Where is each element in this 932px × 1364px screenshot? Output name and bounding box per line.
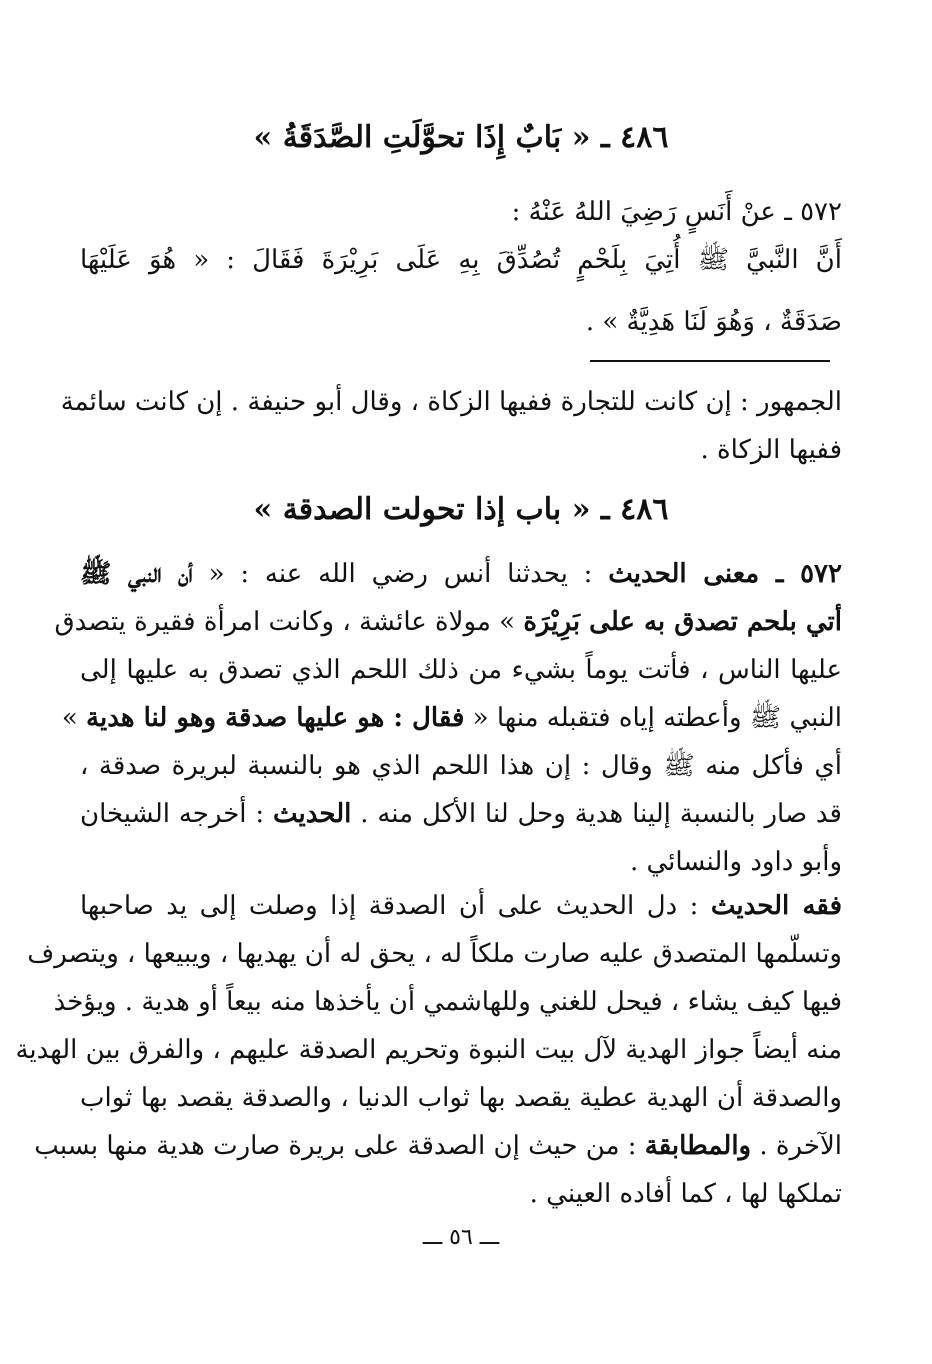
bold-term: الحديث: [273, 799, 352, 829]
footnote-divider: [590, 360, 830, 362]
bold-quote: أتي بلحم تصدق به على بَرِيْرَة: [523, 607, 842, 637]
fiqh-line-6: [34, 1126, 842, 1166]
text-span: : من حيث إن الصدقة على بريرة صارت هدية منها بسبب: [34, 1131, 645, 1161]
fiqh-line-1: [80, 886, 842, 926]
commentary-line-1: [80, 554, 842, 594]
bold-term: فقه الحديث: [710, 891, 842, 921]
hadith-line-3: صَدَقَةٌ ، وَهُوَ لَنَا هَدِيَّةٌ » .: [585, 307, 842, 337]
bold-term: ٥٧٢ ـ معنى الحديث: [608, 559, 842, 589]
text-span: : أخرجه الشيخان: [80, 799, 274, 829]
text-span: قد صار بالنسبة إلينا هدية وحل لنا الأكل منه .: [351, 799, 842, 829]
hadith-line-1: ٥٧٢ ـ عنْ أَنَسٍ رَضِيَ اللهُ عَنْهُ :: [511, 197, 842, 227]
fiqh-line-5: والصدقة أن الهدية عطية يقصد بها ثواب الدنيا ، والصدقة يقصد بها ثواب: [80, 1083, 842, 1113]
text-span: » مولاة عائشة ، وكانت امرأة فقيرة يتصدق: [54, 607, 524, 637]
footnote-line-2: ففيها الزكاة .: [700, 435, 842, 465]
text-span: : يحدثنا أنس رضي الله عنه : «: [192, 559, 609, 589]
chapter-heading: ٤٨٦ ـ « بَابٌ إِذَا تحوَّلَتِ الصَّدَقَةُ »: [253, 120, 669, 155]
commentary-line-3: عليها الناس ، فأتت يوماً بشيء من ذلك اللحم الذي تصدق به عليها إلى: [80, 655, 842, 685]
commentary-line-4: [61, 698, 842, 738]
commentary-line-2: [54, 602, 842, 642]
bold-term: والمطابقة: [644, 1131, 752, 1161]
bold-quote: فقال : هو عليها صدقة وهو لنا هدية: [86, 703, 465, 733]
text-span: »: [61, 703, 87, 733]
fiqh-line-4: منه أيضاً جواز الهدية لآل بيت النبوة وتحريم الصدقة عليهم ، والفرق بين الهدية: [15, 1035, 842, 1065]
footnote-line-1: الجمهور : إن كانت للتجارة ففيها الزكاة ، وقال أبو حنيفة . إن كانت سائمة: [60, 387, 842, 417]
page-number: ـــ ٥٦ ـــ: [422, 1225, 500, 1250]
text-span: الآخرة .: [751, 1131, 842, 1161]
text-span: النبي ﷺ وأعطته إياه فتقبله منها «: [464, 703, 842, 733]
hadith-line-2: أَنَّ النَّبيَّ ﷺ أُتِيَ بِلَحْمٍ تُصُدِّقَ بِهِ عَلَى بَرِيْرَةَ فَقَالَ : « هُوَ عَلَيْهَا: [80, 245, 842, 275]
fiqh-line-2: وتسلّمها المتصدق عليه صارت ملكاً له ، يحق له أن يهديها ، ويبيعها ، ويتصرف: [27, 939, 842, 969]
commentary-heading: ٤٨٦ ـ « باب إذا تحولت الصدقة »: [253, 492, 669, 527]
commentary-line-7: وأبو داود والنسائي .: [629, 847, 842, 877]
text-span: : دل الحديث على أن الصدقة إذا وصلت إلى يد صاحبها: [80, 891, 711, 921]
commentary-line-5: أي فأكل منه ﷺ وقال : إن هذا اللحم الذي هو بالنسبة لبريرة صدقة ،: [80, 751, 842, 781]
commentary-line-6: [80, 794, 842, 834]
fiqh-line-7: تملكها لها ، كما أفاده العيني .: [529, 1179, 842, 1209]
fiqh-line-3: فيها كيف يشاء ، فيحل للغني وللهاشمي أن يأخذها منه بيعاً أو هدية . ويؤخذ: [53, 987, 842, 1017]
bold-quote: أن النبي ﷺ: [80, 559, 193, 589]
